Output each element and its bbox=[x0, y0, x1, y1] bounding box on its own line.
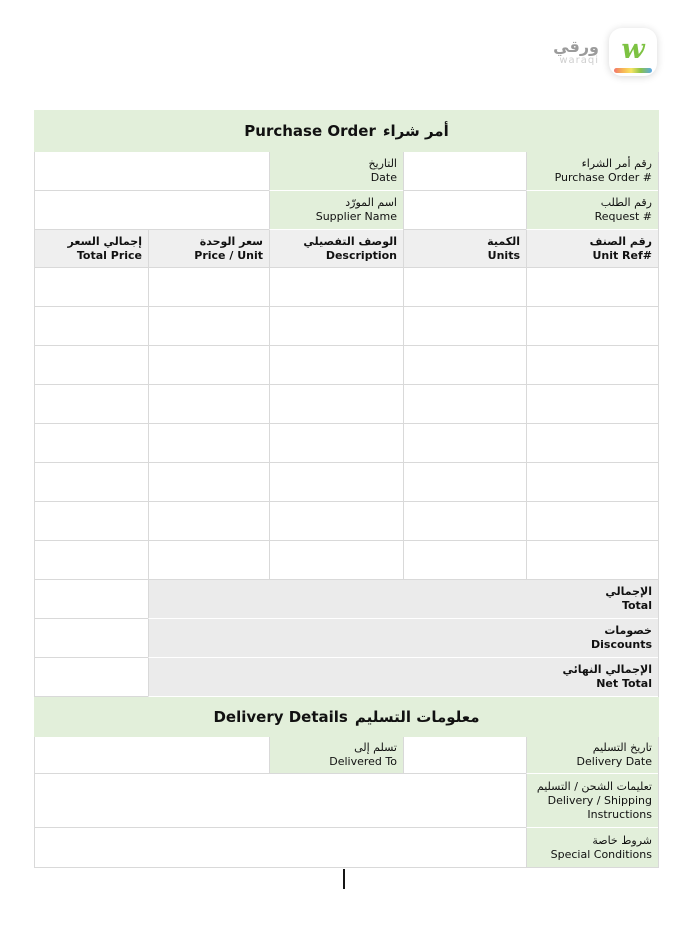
item-row bbox=[34, 385, 659, 424]
special-conditions-label bbox=[526, 828, 658, 868]
discounts-label bbox=[148, 619, 658, 658]
label-english: Delivery Date bbox=[576, 755, 652, 768]
label-english: Special Conditions bbox=[550, 847, 652, 861]
label-arabic: التاريخ bbox=[368, 157, 397, 170]
column-header-english: Description bbox=[325, 248, 397, 262]
form-title-arabic: أمر شراء bbox=[382, 122, 449, 140]
item-cell-unit-ref[interactable] bbox=[526, 502, 658, 541]
item-cell-total-price[interactable] bbox=[34, 502, 148, 541]
net-total-label bbox=[148, 658, 658, 697]
label-arabic: الإجمالي النهائي bbox=[562, 663, 652, 676]
item-row bbox=[34, 346, 659, 385]
shipping-instructions-row bbox=[34, 774, 659, 828]
column-header-price-unit bbox=[148, 230, 269, 268]
date-input-cell[interactable] bbox=[34, 152, 269, 191]
item-cell-price-unit[interactable] bbox=[148, 268, 269, 307]
brand-name-latin: waraqi bbox=[559, 55, 599, 67]
net-total-row bbox=[34, 658, 659, 697]
text-cursor bbox=[343, 869, 345, 889]
column-header-english: Price / Unit bbox=[194, 248, 263, 262]
item-cell-units[interactable] bbox=[403, 268, 526, 307]
item-cell-description[interactable] bbox=[269, 385, 403, 424]
item-cell-total-price[interactable] bbox=[34, 307, 148, 346]
delivered-to-label bbox=[269, 737, 403, 774]
discounts-value-cell[interactable] bbox=[34, 619, 148, 658]
item-cell-total-price[interactable] bbox=[34, 424, 148, 463]
column-header-arabic: إجمالي السعر bbox=[67, 234, 142, 248]
label-english: Discounts bbox=[591, 638, 652, 651]
supplier-name-input-cell[interactable] bbox=[34, 191, 269, 230]
item-cell-total-price[interactable] bbox=[34, 385, 148, 424]
item-cell-price-unit[interactable] bbox=[148, 346, 269, 385]
label-english: Purchase Order # bbox=[554, 171, 652, 184]
label-english: Delivered To bbox=[329, 755, 397, 768]
label-arabic: اسم المورّد bbox=[345, 196, 397, 209]
item-cell-unit-ref[interactable] bbox=[526, 385, 658, 424]
item-cell-unit-ref[interactable] bbox=[526, 424, 658, 463]
label-arabic: تسلم إلى bbox=[354, 741, 397, 754]
item-row bbox=[34, 424, 659, 463]
column-header-unit-ref bbox=[526, 230, 658, 268]
item-cell-price-unit[interactable] bbox=[148, 541, 269, 580]
item-cell-price-unit[interactable] bbox=[148, 463, 269, 502]
item-cell-description[interactable] bbox=[269, 502, 403, 541]
order-info-row bbox=[34, 152, 659, 191]
column-header-arabic: الكمية bbox=[487, 234, 520, 248]
column-header-english: Units bbox=[487, 248, 520, 262]
item-cell-description[interactable] bbox=[269, 268, 403, 307]
item-cell-units[interactable] bbox=[403, 385, 526, 424]
item-row bbox=[34, 502, 659, 541]
request-number-label bbox=[526, 191, 658, 230]
delivery-date-row bbox=[34, 737, 659, 774]
item-cell-unit-ref[interactable] bbox=[526, 346, 658, 385]
item-row bbox=[34, 268, 659, 307]
column-header-english: Unit Ref# bbox=[592, 248, 652, 262]
item-cell-units[interactable] bbox=[403, 307, 526, 346]
item-cell-price-unit[interactable] bbox=[148, 502, 269, 541]
label-english: Request # bbox=[594, 210, 652, 223]
item-cell-price-unit[interactable] bbox=[148, 307, 269, 346]
purchase-order-number-label bbox=[526, 152, 658, 191]
total-label bbox=[148, 580, 658, 619]
item-cell-total-price[interactable] bbox=[34, 541, 148, 580]
column-header-arabic: الوصف التفصيلي bbox=[303, 234, 397, 248]
item-cell-units[interactable] bbox=[403, 346, 526, 385]
column-header-units bbox=[403, 230, 526, 268]
item-row bbox=[34, 541, 659, 580]
w-letter-icon: w bbox=[621, 34, 645, 65]
column-header-description bbox=[269, 230, 403, 268]
label-arabic: شروط خاصة bbox=[592, 833, 652, 847]
delivery-title-english: Delivery Details bbox=[213, 708, 348, 726]
item-cell-units[interactable] bbox=[403, 424, 526, 463]
item-cell-total-price[interactable] bbox=[34, 268, 148, 307]
waraqi-app-icon bbox=[609, 28, 657, 76]
total-row bbox=[34, 580, 659, 619]
item-cell-units[interactable] bbox=[403, 502, 526, 541]
label-arabic: الإجمالي bbox=[605, 585, 652, 598]
delivery-details-title-bar bbox=[34, 697, 659, 737]
item-cell-description[interactable] bbox=[269, 541, 403, 580]
item-cell-price-unit[interactable] bbox=[148, 424, 269, 463]
date-label bbox=[269, 152, 403, 191]
label-english: Date bbox=[370, 171, 397, 184]
brand-name-arabic: ورقي bbox=[553, 36, 599, 56]
label-arabic: رقم أمر الشراء bbox=[581, 157, 652, 170]
purchase-order-number-input-cell[interactable] bbox=[403, 152, 526, 191]
item-cell-unit-ref[interactable] bbox=[526, 307, 658, 346]
special-conditions-input-cell[interactable] bbox=[34, 828, 526, 868]
brand-logo bbox=[553, 28, 657, 76]
item-row bbox=[34, 463, 659, 502]
item-cell-units[interactable] bbox=[403, 463, 526, 502]
item-cell-price-unit[interactable] bbox=[148, 385, 269, 424]
item-cell-unit-ref[interactable] bbox=[526, 541, 658, 580]
shipping-instructions-input-cell[interactable] bbox=[34, 774, 526, 828]
item-cell-unit-ref[interactable] bbox=[526, 463, 658, 502]
request-number-input-cell[interactable] bbox=[403, 191, 526, 230]
special-conditions-row bbox=[34, 828, 659, 868]
label-english: Delivery / Shipping Instructions bbox=[547, 793, 652, 821]
item-cell-total-price[interactable] bbox=[34, 463, 148, 502]
item-cell-description[interactable] bbox=[269, 424, 403, 463]
column-header-arabic: سعر الوحدة bbox=[199, 234, 263, 248]
item-row bbox=[34, 307, 659, 346]
total-value-cell[interactable] bbox=[34, 580, 148, 619]
label-arabic: خصومات bbox=[604, 624, 652, 637]
discounts-row bbox=[34, 619, 659, 658]
supplier-name-label bbox=[269, 191, 403, 230]
delivery-title-arabic: معلومات التسليم bbox=[354, 708, 480, 726]
label-arabic: تاريخ التسليم bbox=[592, 741, 652, 754]
label-arabic: تعليمات الشحن / التسليم bbox=[536, 779, 652, 793]
delivery-date-label bbox=[526, 737, 658, 774]
order-info-row bbox=[34, 191, 659, 230]
form-title-bar bbox=[34, 110, 659, 152]
net-total-value-cell[interactable] bbox=[34, 658, 148, 697]
item-cell-description[interactable] bbox=[269, 307, 403, 346]
item-cell-units[interactable] bbox=[403, 541, 526, 580]
brand-wordmark bbox=[553, 38, 599, 67]
item-cell-description[interactable] bbox=[269, 346, 403, 385]
shipping-instructions-label bbox=[526, 774, 658, 828]
form-title-english: Purchase Order bbox=[244, 122, 376, 140]
item-cell-description[interactable] bbox=[269, 463, 403, 502]
column-header-arabic: رقم الصنف bbox=[589, 234, 652, 248]
delivery-date-input-cell[interactable] bbox=[403, 737, 526, 774]
item-cell-total-price[interactable] bbox=[34, 346, 148, 385]
item-cell-unit-ref[interactable] bbox=[526, 268, 658, 307]
items-rows bbox=[34, 268, 659, 580]
delivered-to-input-cell[interactable] bbox=[34, 737, 269, 774]
column-header-total-price bbox=[34, 230, 148, 268]
label-english: Total bbox=[621, 599, 652, 612]
rainbow-strip-icon bbox=[614, 68, 652, 73]
label-english: Net Total bbox=[596, 677, 652, 690]
column-header-english: Total Price bbox=[76, 248, 142, 262]
purchase-order-form bbox=[34, 110, 659, 868]
items-table-header bbox=[34, 230, 659, 268]
label-english: Supplier Name bbox=[315, 210, 397, 223]
label-arabic: رقم الطلب bbox=[600, 196, 652, 209]
